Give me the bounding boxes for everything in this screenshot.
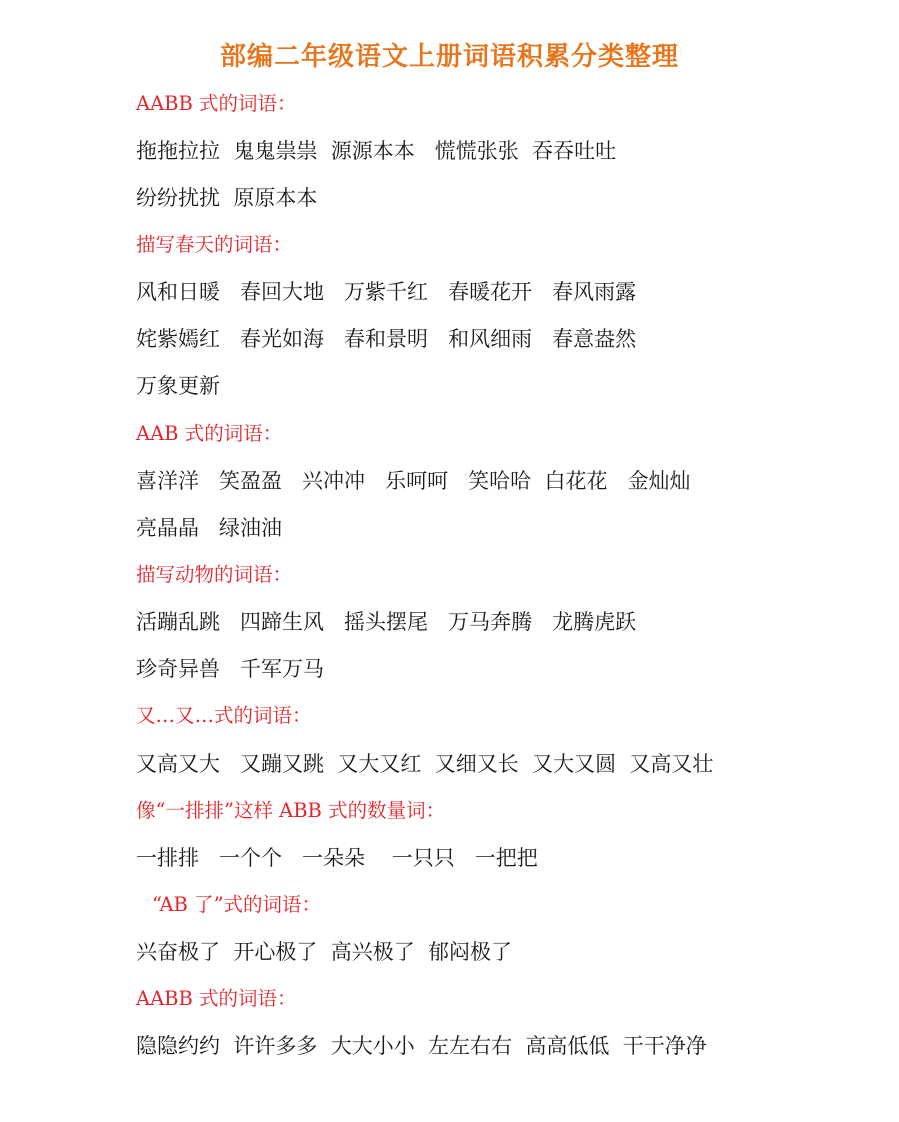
word-line: 万象更新	[136, 374, 220, 398]
section-heading-ab-le: “AB 了”式的词语：	[152, 893, 322, 916]
word-line: 喜洋洋 笑盈盈 兴冲冲 乐呵呵 笑哈哈 白花花 金灿灿	[136, 469, 691, 493]
word-line: 活蹦乱跳 四蹄生风 摇头摆尾 万马奔腾 龙腾虎跃	[136, 610, 637, 634]
section-heading-aabb-2: AABB 式的词语：	[136, 987, 297, 1010]
word-line: 一排排 一个个 一朵朵 一只只 一把把	[136, 846, 538, 870]
word-line: 兴奋极了 开心极了 高兴极了 郁闷极了	[136, 940, 513, 964]
section-heading-aab: AAB 式的词语：	[136, 422, 283, 445]
word-line: 珍奇异兽 千军万马	[136, 657, 325, 681]
word-line: 风和日暖 春回大地 万紫千红 春暖花开 春风雨露	[136, 280, 637, 304]
section-heading-quantifiers: 像“一排排”这样 ABB 式的数量词：	[136, 799, 446, 822]
section-heading-animals: 描写动物的词语：	[136, 563, 293, 586]
word-line: 姹紫嫣红 春光如海 春和景明 和风细雨 春意盎然	[136, 327, 637, 351]
word-line: 亮晶晶 绿油油	[136, 516, 283, 540]
word-line: 又高又大 又蹦又跳 又大又红 又细又长 又大又圆 又高又壮	[136, 752, 714, 776]
section-heading-aabb: AABB 式的词语：	[136, 92, 297, 115]
word-line: 纷纷扰扰 原原本本	[136, 186, 318, 210]
page-title: 部编二年级语文上册词语积累分类整理	[219, 42, 679, 72]
word-line: 隐隐约约 许许多多 大大小小 左左右右 高高低低 干干净净	[136, 1034, 707, 1058]
word-line: 拖拖拉拉 鬼鬼祟祟 源源本本 慌慌张张 吞吞吐吐	[136, 139, 617, 163]
section-heading-you: 又…又…式的词语：	[136, 704, 312, 727]
section-heading-spring: 描写春天的词语：	[136, 233, 293, 256]
